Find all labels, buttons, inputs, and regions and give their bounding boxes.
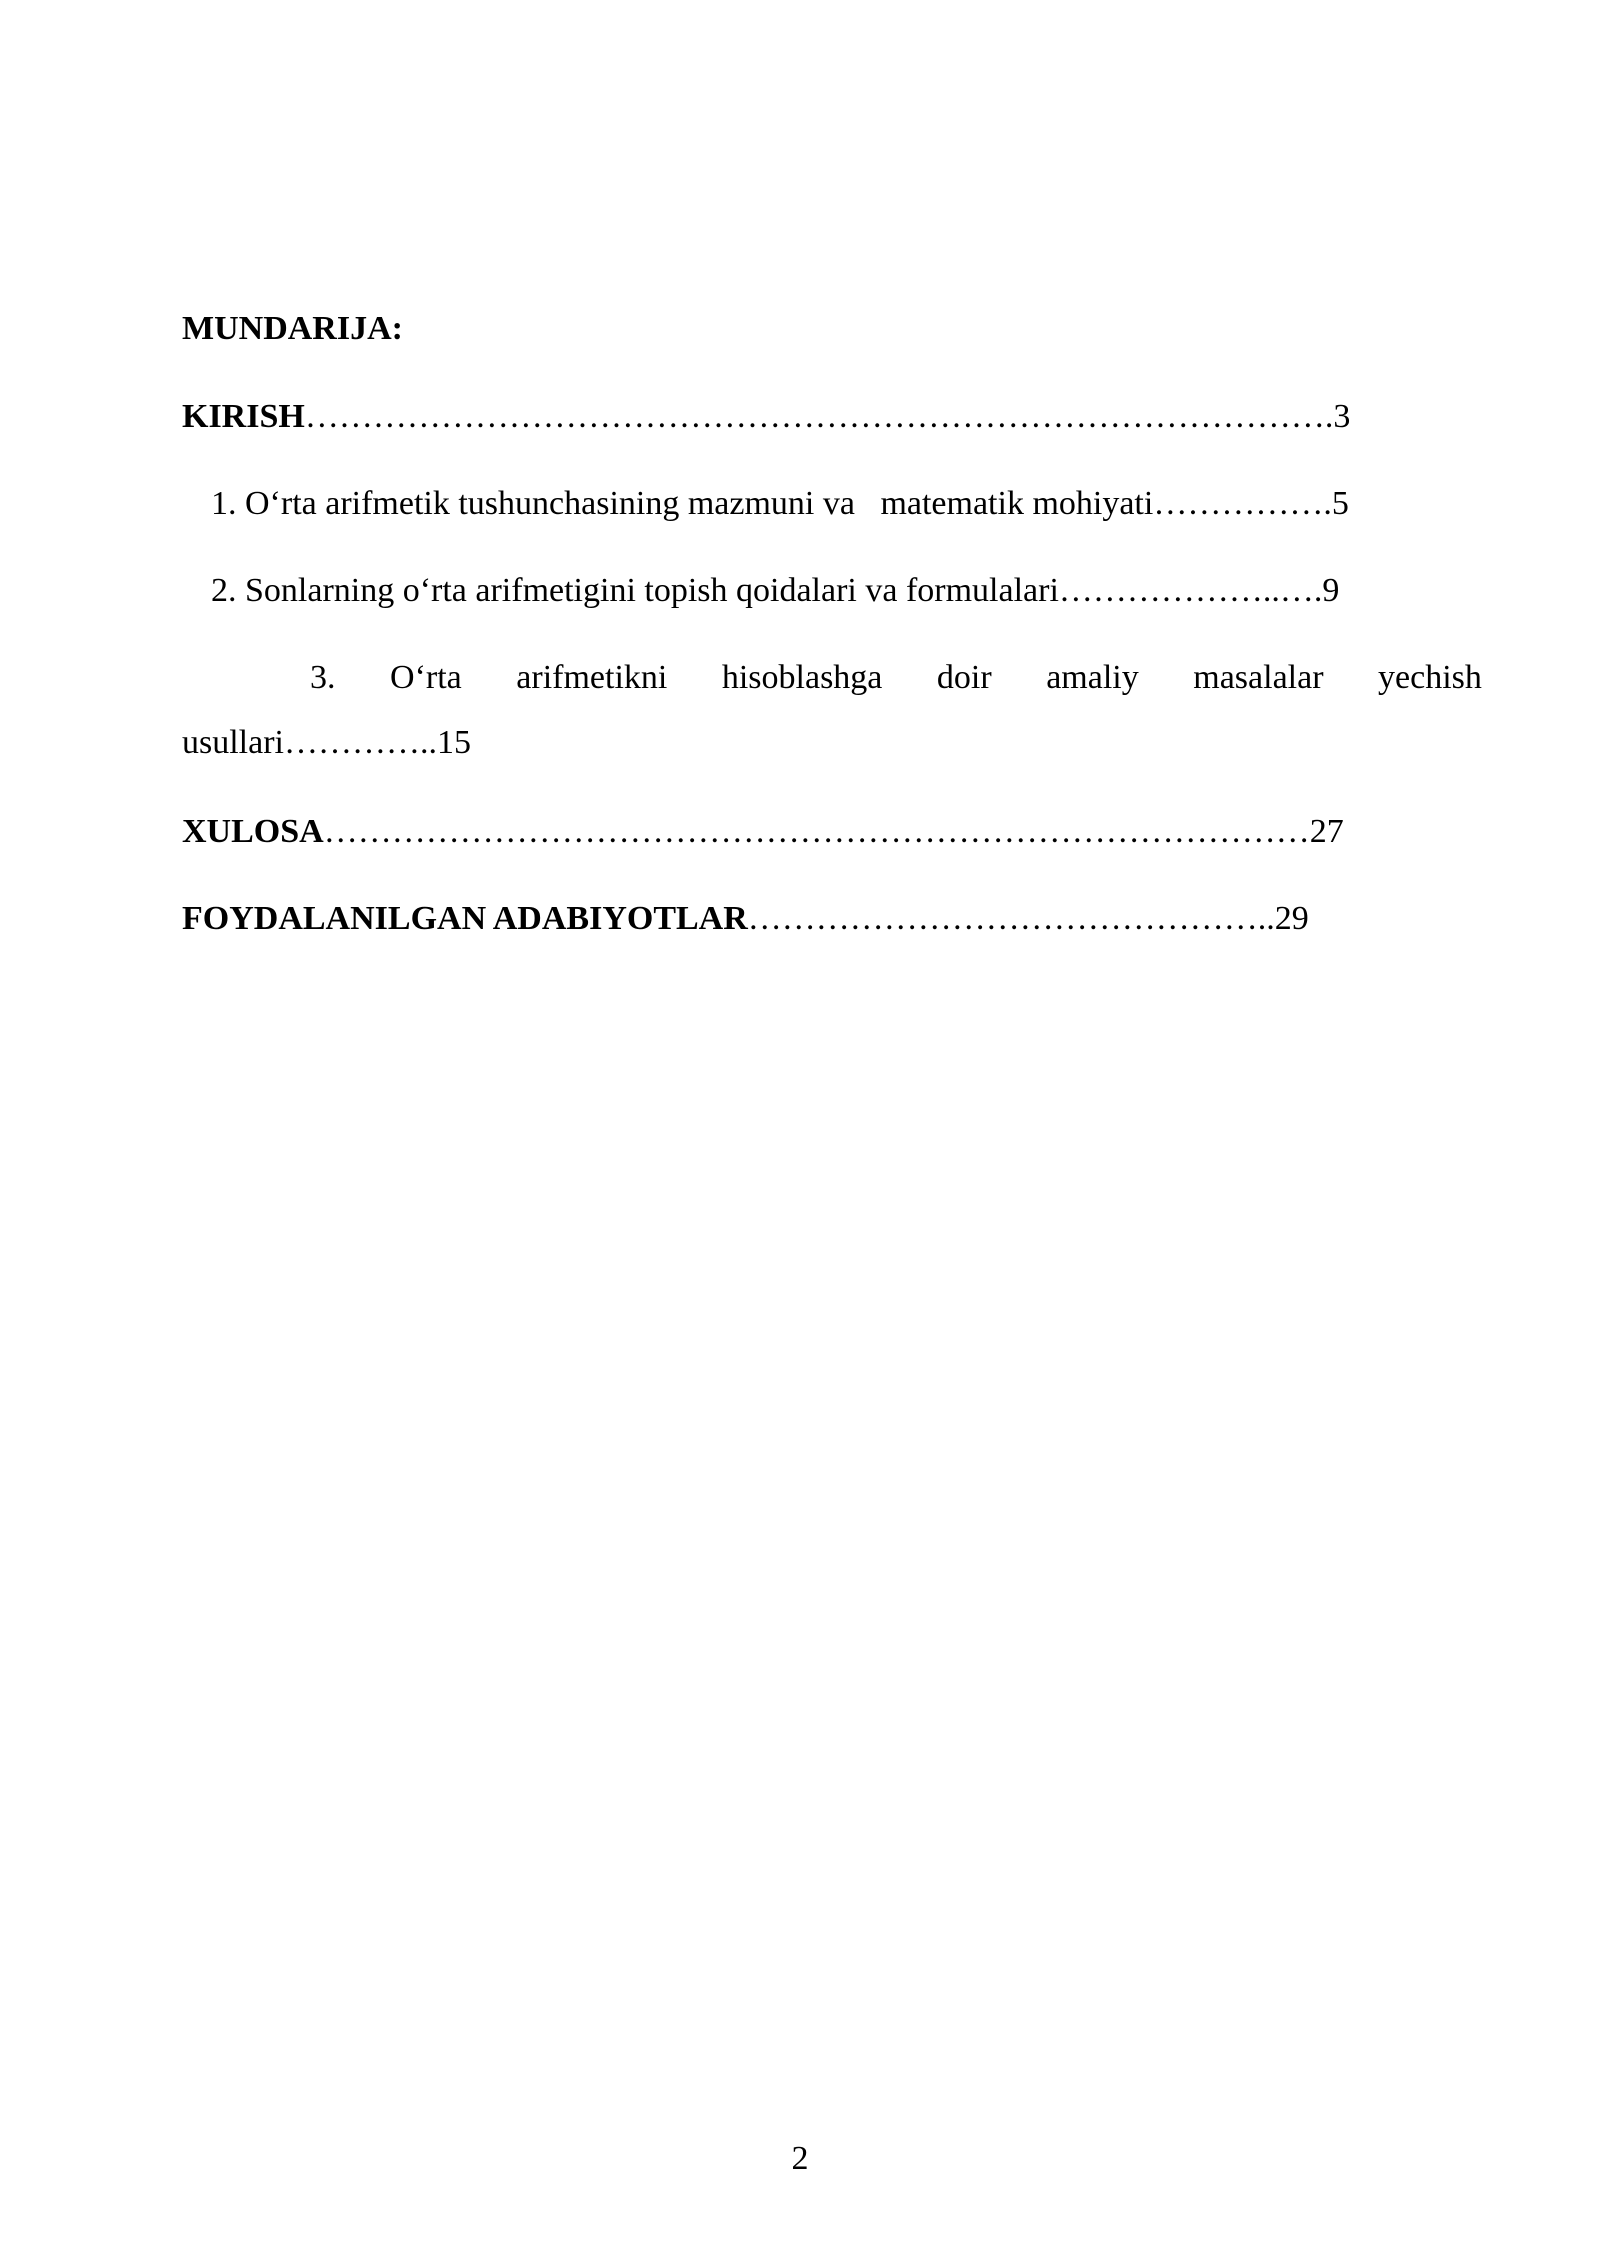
toc-entry-leader: ……………………………………………………………………………….3 — [304, 398, 1351, 435]
toc-entry-leader: ………………………………………..29 — [747, 900, 1309, 937]
toc-entry-3-word: masalalar — [1193, 659, 1324, 696]
toc-entry-adabiyotlar — [182, 902, 1309, 936]
toc-entry-3-word: arifmetikni — [516, 659, 668, 696]
toc-entry-label: FOYDALANILGAN ADABIYOTLAR — [182, 900, 748, 937]
toc-entry-3-word: yechish — [1378, 659, 1482, 696]
toc-entry-2: 2. Sonlarning o‘rta arifmetigini topish qoidalari va formulalari………………..….9 — [211, 572, 1340, 609]
toc-entry-kirish — [182, 400, 1350, 434]
toc-entry-3-word: amaliy — [1046, 659, 1139, 696]
toc-entry-3-word: 3. — [310, 659, 336, 696]
toc-entry-3-continuation: usullari…………..15 — [182, 724, 471, 761]
toc-entry-label: XULOSA — [182, 813, 324, 850]
page-number: 2 — [791, 2140, 809, 2177]
toc-entry-3-word: O‘rta — [390, 659, 462, 696]
toc-entry-xulosa — [182, 815, 1344, 849]
toc-heading: MUNDARIJA: — [182, 310, 403, 347]
toc-entry-3-word: hisoblashga — [721, 659, 883, 696]
toc-entry-label: KIRISH — [182, 398, 305, 435]
toc-entry-1: 1. O‘rta arifmetik tushunchasining mazmuni va matematik mohiyati…………….5 — [211, 485, 1349, 522]
toc-entry-leader: ……………………………………………………………………………27 — [323, 813, 1344, 850]
toc-entry-3-first-line — [182, 661, 1482, 695]
toc-entry-3-word: doir — [936, 659, 992, 696]
